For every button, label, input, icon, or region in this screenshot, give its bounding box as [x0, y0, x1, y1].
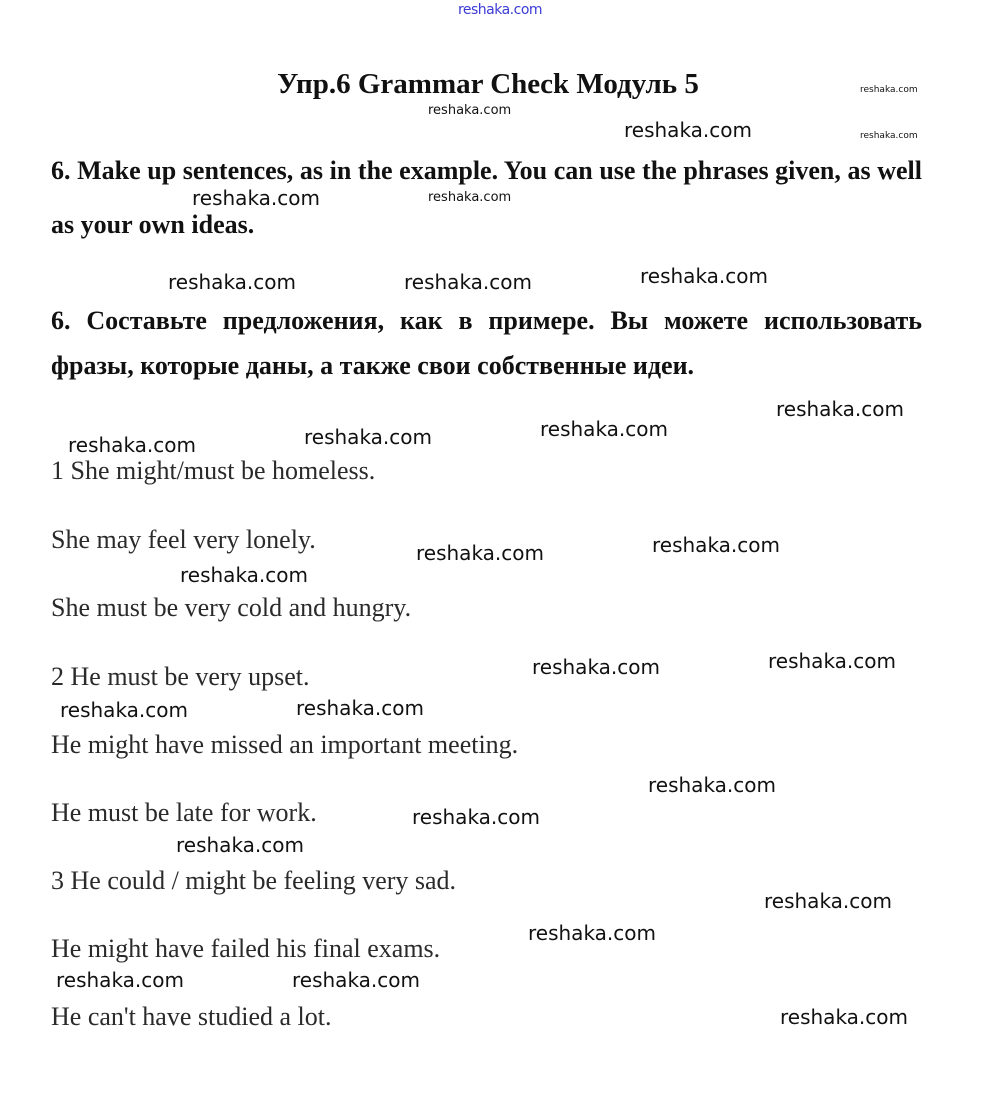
watermark: reshaka.com [176, 833, 304, 857]
watermark: reshaka.com [648, 773, 776, 797]
instruction-russian: 6. Составьте предложения, как в примере. Вы можете использовать фразы, которые даны, а также свои собственные идеи. [51, 306, 922, 380]
watermark: reshaka.com [416, 541, 544, 565]
watermark: reshaka.com [168, 270, 296, 294]
watermark: reshaka.com [296, 696, 424, 720]
watermark: reshaka.com [776, 397, 904, 421]
watermark: reshaka.com [624, 118, 752, 142]
site-link[interactable]: reshaka.com [457, 2, 543, 18]
watermark: reshaka.com [652, 533, 780, 557]
watermark: reshaka.com [304, 425, 432, 449]
watermark: reshaka.com [540, 417, 668, 441]
sentence: He might have missed an important meeting. [51, 730, 519, 759]
watermark: reshaka.com [68, 433, 196, 457]
watermark: reshaka.com [640, 264, 768, 288]
watermark: reshaka.com [768, 649, 896, 673]
watermark: reshaka.com [860, 85, 918, 95]
watermark: reshaka.com [412, 805, 540, 829]
watermark: reshaka.com [428, 190, 512, 205]
watermark: reshaka.com [860, 131, 918, 141]
watermark: reshaka.com [528, 921, 656, 945]
watermark: reshaka.com [404, 270, 532, 294]
sentence: 3 He could / might be feeling very sad. [51, 866, 457, 895]
sentence: She must be very cold and hungry. [51, 593, 412, 622]
sentence: 2 He must be very upset. [51, 662, 310, 691]
watermark: reshaka.com [56, 968, 184, 992]
watermark: reshaka.com [292, 968, 420, 992]
watermark: reshaka.com [532, 655, 660, 679]
page-title: Упр.6 Grammar Check Модуль 5 [277, 68, 699, 100]
watermark: reshaka.com [780, 1005, 908, 1029]
sentence: She may feel very lonely. [51, 525, 316, 554]
sentence: He can't have studied a lot. [51, 1002, 332, 1031]
instruction-english: 6. Make up sentences, as in the example. You can use the phrases given, as well as your own ideas. [51, 156, 922, 239]
sentence: He must be late for work. [51, 798, 317, 827]
sentence: 1 She might/must be homeless. [51, 456, 376, 485]
sentence: He might have failed his final exams. [51, 934, 441, 963]
watermark: reshaka.com [764, 889, 892, 913]
watermark: reshaka.com [192, 186, 320, 210]
watermark: reshaka.com [428, 103, 512, 118]
watermark: reshaka.com [180, 563, 308, 587]
watermark: reshaka.com [60, 698, 188, 722]
